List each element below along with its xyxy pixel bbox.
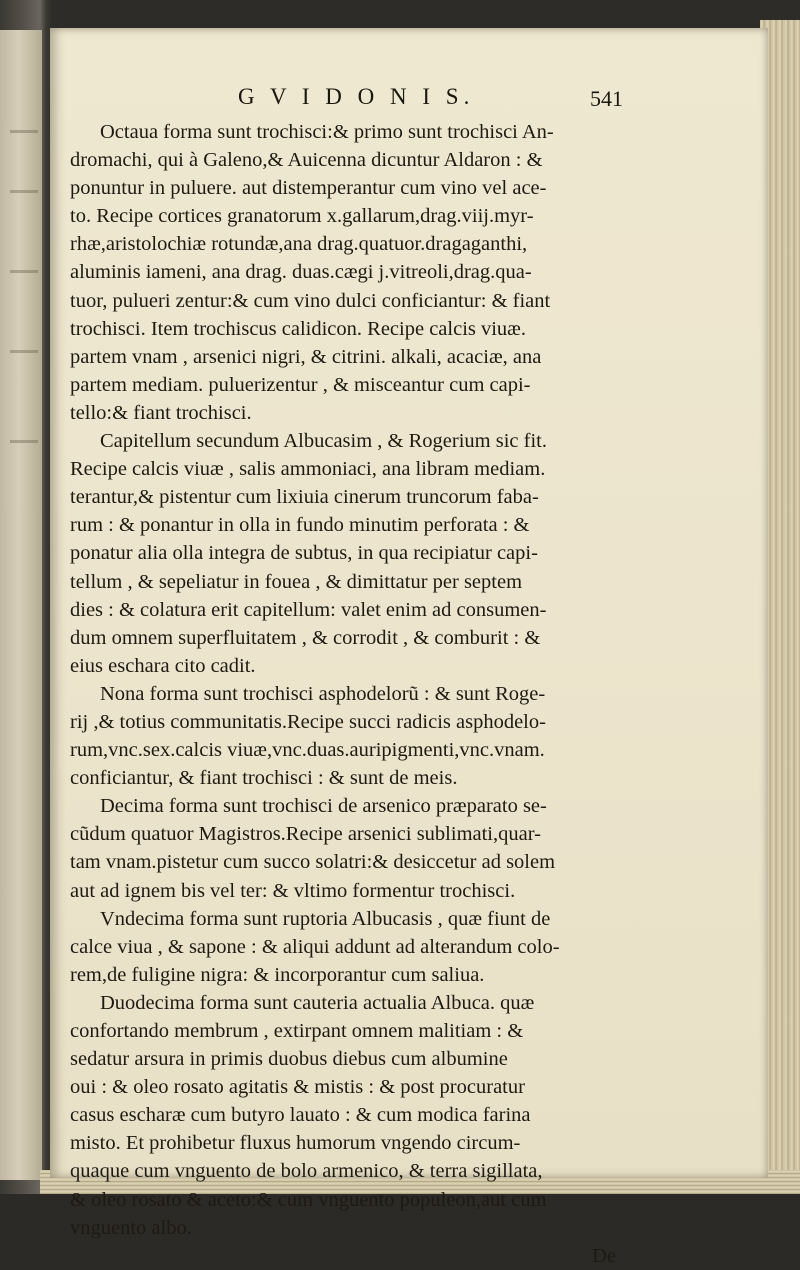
- text-line: & oleo rosato & aceto:& cum vnguento populeon,aut cum: [70, 1188, 547, 1211]
- text-line: ponuntur in puluere. aut distemperantur cum vino vel ace-: [70, 177, 547, 200]
- text-line: Recipe calcis viuæ , salis ammoniaci, ana libram mediam.: [70, 458, 546, 481]
- text-line: quaque cum vnguento de bolo armenico, & terra sigillata,: [70, 1160, 543, 1183]
- bleed-through-mark: [10, 270, 38, 273]
- text-line: Vndecima forma sunt ruptoria Albucasis , quæ fiunt de: [100, 907, 551, 930]
- text-line: Octaua forma sunt trochisci:& primo sunt trochisci An-: [100, 121, 554, 143]
- text-line: to. Recipe cortices granatorum x.gallarum,drag.viij.myr-: [70, 205, 534, 228]
- text-line: rem,de fuligine nigra: & incorporantur cum saliua.: [70, 963, 485, 986]
- bleed-through-mark: [10, 350, 38, 353]
- text-line: partem vnam , arsenici nigri, & citrini. alkali, acaciæ, ana: [70, 345, 542, 368]
- running-title: G V I D O N I S.: [238, 84, 475, 109]
- text-line: partem mediam. puluerizentur , & misceantur cum capi-: [70, 373, 531, 396]
- page-number: 541: [590, 86, 623, 111]
- bleed-through-mark: [10, 440, 38, 443]
- text-line: casus escharæ cum butyro lauato : & cum modica farina: [70, 1104, 531, 1127]
- text-line: rhæ,aristolochiæ rotundæ,ana drag.quatuor.dragaganthi,: [70, 233, 528, 256]
- text-line: aluminis iameni, ana drag. duas.cægi j.vitreoli,drag.qua-: [70, 261, 532, 284]
- text-line: rum,vnc.sex.calcis viuæ,vnc.duas.auripigmenti,vnc.vnam.: [70, 739, 545, 762]
- text-line: oui : & oleo rosato agitatis & mistis : & post procuratur: [70, 1076, 525, 1099]
- text-line: conficiantur, & fiant trochisci : & sunt de meis.: [70, 767, 458, 790]
- text-line: sedatur arsura in primis duobus diebus cum albumine: [70, 1048, 508, 1071]
- bleed-through-mark: [10, 190, 38, 193]
- text-line: dromachi, qui à Galeno,& Auicenna dicuntur Aldaron : &: [70, 149, 543, 172]
- text-line: confortando membrum , extirpant omnem malitiam : &: [70, 1020, 524, 1042]
- text-line: Duodecima forma sunt cauteria actualia Albuca. quæ: [100, 991, 535, 1014]
- page-header: [50, 84, 768, 120]
- text-line: Nona forma sunt trochisci asphodelorũ : & sunt Roge-: [100, 682, 546, 705]
- text-line: Decima forma sunt trochisci de arsenico præparato se-: [100, 795, 547, 818]
- text-line: cũdum quatuor Magistros.Recipe arsenici sublimati,quar-: [70, 823, 541, 846]
- text-line: dies : & colatura erit capitellum: valet enim ad consumen-: [70, 598, 547, 621]
- text-line: misto. Et prohibetur fluxus humorum vngendo circum-: [70, 1132, 521, 1155]
- text-line: dum omnem superfluitatem , & corrodit , & comburit : &: [70, 626, 541, 649]
- text-line: calce viua , & sapone : & aliqui addunt ad alterandum colo-: [70, 935, 560, 958]
- catchword: De: [592, 1244, 616, 1267]
- text-line: tellum , & sepeliatur in fouea , & dimittatur per septem: [70, 570, 523, 593]
- text-line: rij ,& totius communitatis.Recipe succi radicis asphodelo-: [70, 710, 546, 733]
- body-text: [70, 118, 640, 1270]
- text-line: vnguento albo.: [70, 1216, 192, 1239]
- text-line: rum : & ponantur in olla in fundo minutim perforata : &: [70, 514, 530, 537]
- text-line: terantur,& pistentur cum lixiuia cinerum truncorum faba-: [70, 486, 539, 509]
- bleed-through-mark: [10, 130, 38, 133]
- text-line: eius eschara cito cadit.: [70, 654, 256, 677]
- text-line: aut ad ignem bis vel ter: & vltimo formentur trochisci.: [70, 879, 516, 902]
- text-line: Capitellum secundum Albucasim , & Rogerium sic fit.: [100, 430, 547, 453]
- text-line: ponatur alia olla integra de subtus, in qua recipiatur capi-: [70, 542, 538, 565]
- text-line: trochisci. Item trochiscus calidicon. Recipe calcis viuæ.: [70, 317, 526, 340]
- text-line: tuor, pulueri zentur:& cum vino dulci conficiantur: & fiant: [70, 289, 551, 312]
- text-line: tello:& fiant trochisci.: [70, 401, 252, 424]
- text-line: tam vnam.pistetur cum succo solatri:& desiccetur ad solem: [70, 851, 556, 874]
- facing-page-edge: [0, 30, 42, 1180]
